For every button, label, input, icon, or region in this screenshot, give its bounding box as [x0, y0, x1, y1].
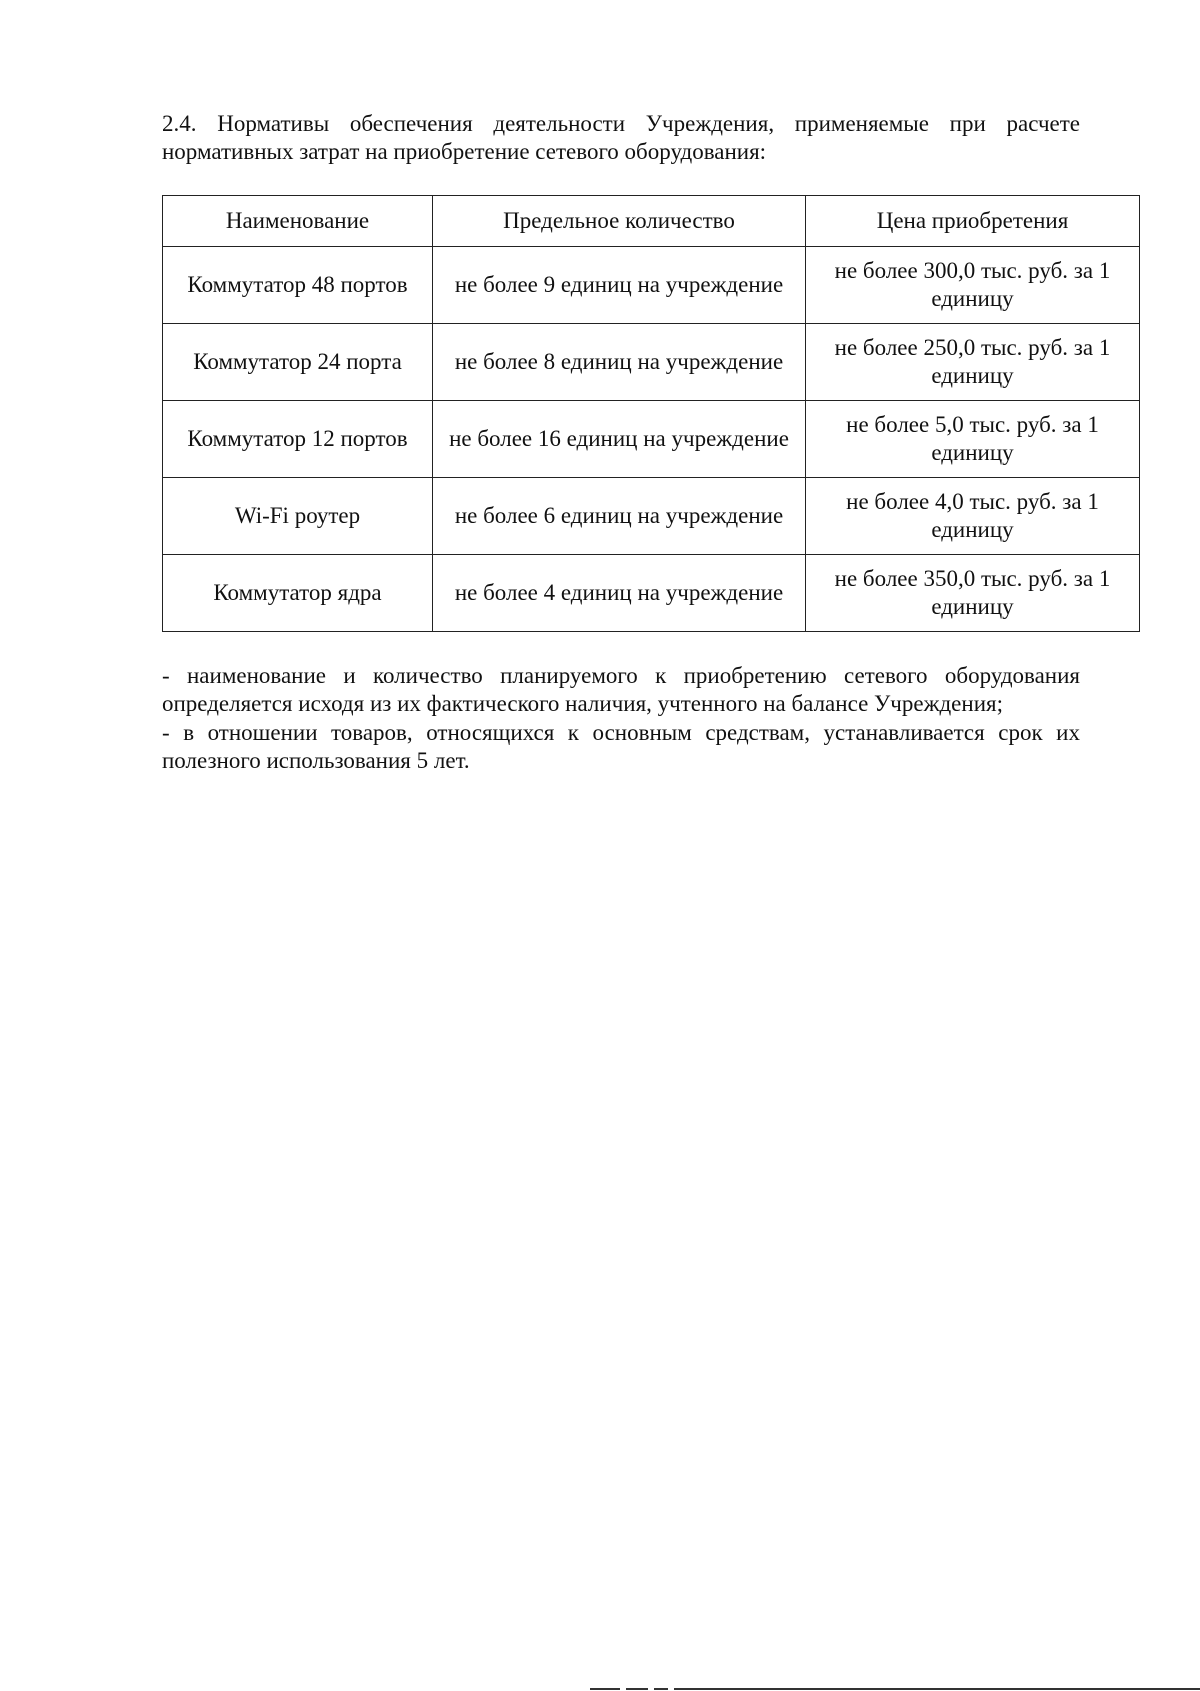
cell-price: не более 5,0 тыс. руб. за 1 единицу	[806, 401, 1140, 478]
notes-list	[162, 662, 1080, 776]
cell-price: не более 300,0 тыс. руб. за 1 единицу	[806, 247, 1140, 324]
cell-name: Коммутатор 48 портов	[163, 247, 433, 324]
cell-name: Коммутатор ядра	[163, 555, 433, 632]
footer-rule-gap	[620, 1688, 626, 1690]
footer-rule-gap	[668, 1688, 674, 1690]
cell-quantity: не более 6 единиц на учреждение	[433, 478, 806, 555]
footer-rule-gap	[648, 1688, 654, 1690]
cell-name: Коммутатор 24 порта	[163, 324, 433, 401]
cell-quantity: не более 16 единиц на учреждение	[433, 401, 806, 478]
header-price: Цена приобретения	[806, 196, 1140, 247]
table-header-row	[163, 196, 1140, 247]
cell-name: Wi-Fi роутер	[163, 478, 433, 555]
cell-quantity: не более 4 единиц на учреждение	[433, 555, 806, 632]
table-row	[163, 247, 1140, 324]
header-name: Наименование	[163, 196, 433, 247]
cell-quantity: не более 9 единиц на учреждение	[433, 247, 806, 324]
section-intro-paragraph: 2.4. Нормативы обеспечения деятельности Учреждения, применяемые при расчете нормативных затрат на приобретение сетевого оборудования:	[162, 111, 1080, 164]
network-equipment-norms-table	[162, 195, 1140, 632]
cell-price: не более 4,0 тыс. руб. за 1 единицу	[806, 478, 1140, 555]
note-item: - наименование и количество планируемого к приобретению сетевого оборудования определяется исходя из их фактического наличия, учтенного на балансе Учреждения;	[162, 663, 1080, 716]
table-row	[163, 324, 1140, 401]
cell-price: не более 350,0 тыс. руб. за 1 единицу	[806, 555, 1140, 632]
cell-quantity: не более 8 единиц на учреждение	[433, 324, 806, 401]
table-row	[163, 555, 1140, 632]
cell-name: Коммутатор 12 портов	[163, 401, 433, 478]
note-item: - в отношении товаров, относящихся к основным средствам, устанавливается срок их полезного использования 5 лет.	[162, 720, 1080, 773]
footer-rule	[590, 1688, 1200, 1690]
cell-price: не более 250,0 тыс. руб. за 1 единицу	[806, 324, 1140, 401]
table-row	[163, 401, 1140, 478]
table-row	[163, 478, 1140, 555]
header-quantity: Предельное количество	[433, 196, 806, 247]
